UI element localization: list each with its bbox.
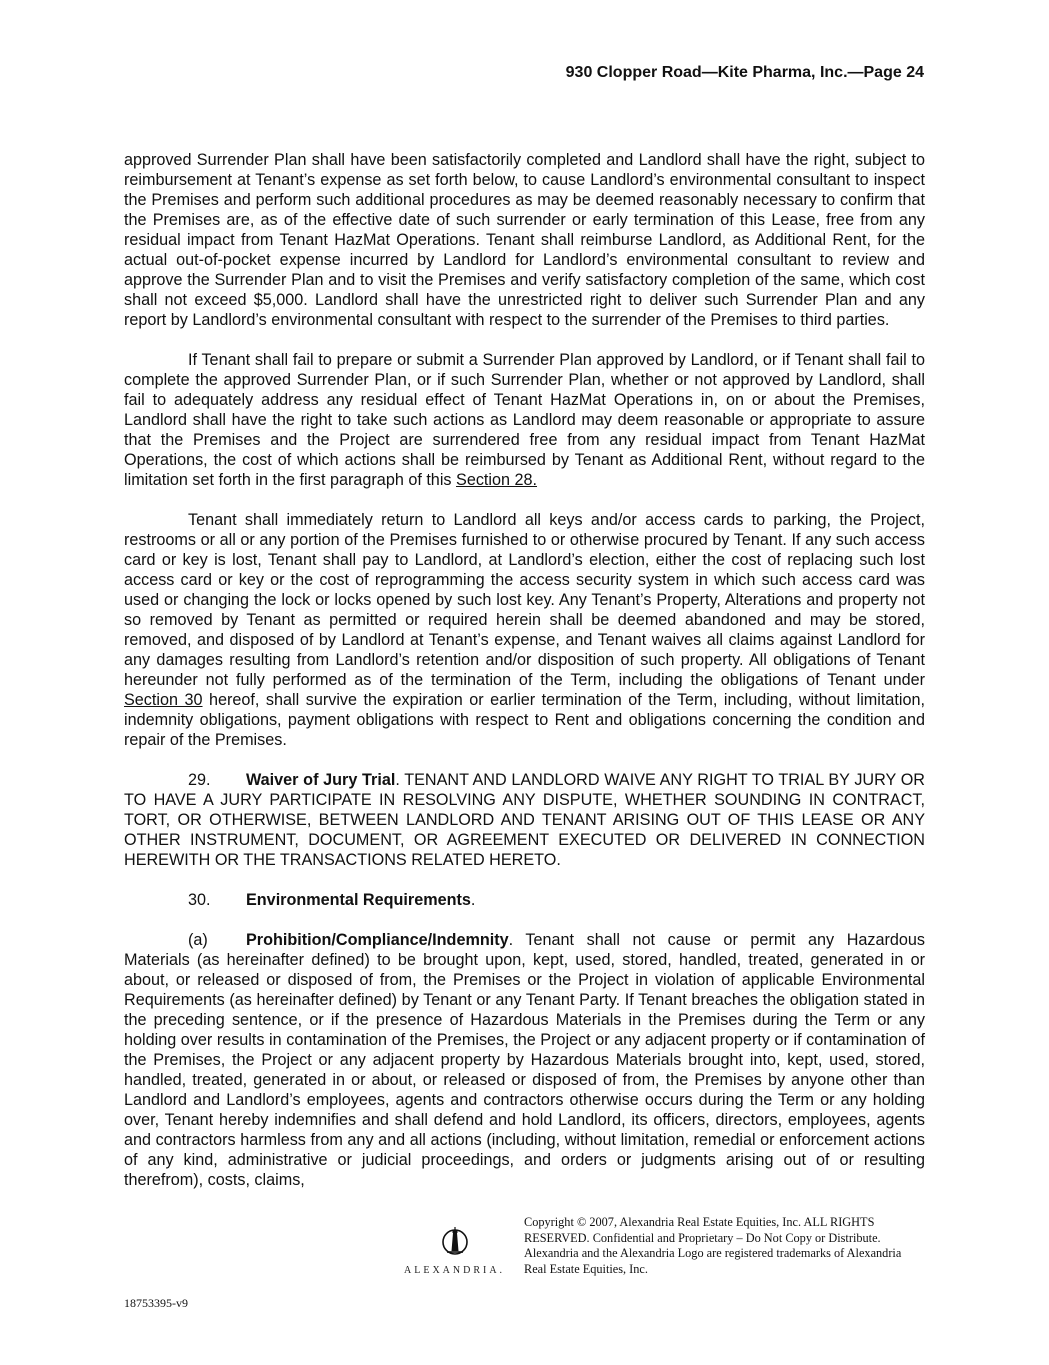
subsection-text: . Tenant shall not cause or permit any Hazardous Materials (as hereinafter defined) to be brought upon, kept, used, stored, handled, treated, generated in or about, or released or disposed of from, the Premises or the Project in violation of applicable Environmental Requirements (as hereinafter defined) by Tenant or any Tenant Party. If Tenant breaches the obligation stated in the preceding sentence, or if the presence of Hazardous Materials in the Premises during the Term or any holding over results in contamination of the Premises, the Project or any adjacent property or if contamination of the Premises, the Project or any adjacent property by Hazardous Materials brought into, kept, used, stored, handled, treated, generated in or about, or released or disposed of from, the Premises by anyone other than Landlord and Landlord’s employees, agents and contractors otherwise occurs during the Term or any holding over, Tenant hereby indemnifies and shall defend and hold Landlord, its officers, directors, employees, agents and contractors harmless from any and all actions (including, without limitation, remedial or enforcement actions of any kind, administrative or judicial proceedings, and orders or judgments arising out of or resulting therefrom), costs, claims, bbox=[124, 931, 925, 1189]
section-title: Waiver of Jury Trial bbox=[246, 771, 396, 789]
paragraph-surrender-failure bbox=[124, 350, 925, 490]
section-30-heading bbox=[124, 890, 925, 910]
paragraph-text: Tenant shall immediately return to Landlord all keys and/or access cards to parking, the Project, restrooms or all or any portion of the Premises furnished to or otherwise procured by Tenant. If any such access card or key is lost, Tenant shall pay to Landlord, at Landlord’s election, either the cost of replacing such lost access card or key or the cost of reprogramming the access security system in which such access card was used or changing the lock or locks opened by such lost key. Any Tenant’s Property, Alterations and property not so removed by Tenant as permitted or required herein shall be deemed abandoned and may be stored, removed, and disposed of by Landlord at Tenant’s expense, and Tenant waives all claims against Landlord for any damages resulting from Landlord’s retention and/or disposition of such property. All obligations of Tenant hereunder not fully performed as of the termination of the Term, including the obligations of Tenant under bbox=[124, 511, 925, 689]
section-punctuation: . bbox=[470, 891, 476, 909]
paragraph-keys-return bbox=[124, 510, 925, 750]
page-footer bbox=[404, 1215, 924, 1285]
paragraph-text: If Tenant shall fail to prepare or submit a Surrender Plan approved by Landlord, or if Tenant shall fail to complete the approved Surrender Plan, or if such Surrender Plan, whether or not approved by Landlord, shall fail to adequately address any residual effect of Tenant HazMat Operations in, on or about the Premises, Landlord shall have the right to take such actions as Landlord may deem reasonable or appropriate to assure that the Premises and the Project are surrendered free from any residual impact from Tenant HazMat Operations, the cost of which actions shall be reimbursed by Tenant as Additional Rent, without regard to the limitation set forth in the first paragraph of this bbox=[124, 351, 925, 489]
paragraph-text: hereof, shall survive the expiration or earlier termination of the Term, including, without limitation, indemnity obligations, payment obligations with respect to Rent and obligations concerning the condition and repair of the Premises. bbox=[124, 691, 925, 749]
section-number: 29. bbox=[188, 771, 211, 789]
document-id: 18753395-v9 bbox=[124, 1296, 188, 1310]
paragraph-surrender-plan: approved Surrender Plan shall have been satisfactorily completed and Landlord shall have the right, subject to reimbursement at Tenant’s expense as set forth below, to cause Landlord’s environmental consultant to inspect the Premises and perform such additional procedures as may be deemed reasonably necessary to confirm that the Premises are, as of the effective date of such surrender or early termination of this Lease, free from any residual impact from Tenant HazMat Operations. Tenant shall reimburse Landlord, as Additional Rent, for the actual out-of-pocket expense incurred by Landlord for Landlord’s environmental consultant to review and approve the Surrender Plan and to visit the Premises and verify satisfactory completion of the same, which cost shall not exceed $5,000. Landlord shall have the unrestricted right to deliver such Surrender Plan and any report by Landlord’s environmental consultant with respect to the surrender of the Premises to third parties. bbox=[124, 151, 925, 329]
alexandria-logo bbox=[404, 1215, 524, 1285]
page-header: 930 Clopper Road—Kite Pharma, Inc.—Page 24 bbox=[565, 64, 924, 81]
section-28-reference: Section 28. bbox=[456, 471, 538, 489]
subsection-title: Prohibition/Compliance/Indemnity bbox=[246, 931, 509, 949]
section-text: . TENANT AND LANDLORD WAIVE ANY RIGHT TO TRIAL BY JURY OR TO HAVE A JURY PARTICIPATE IN RESOLVING ANY DISPUTE, WHETHER SOUNDING IN CONTRACT, TORT, OR OTHERWISE, BETWEEN LANDLORD AND TENANT ARISING OUT OF THIS LEASE OR ANY OTHER INSTRUMENT, DOCUMENT, OR AGREEMENT EXECUTED OR DELIVERED IN CONNECTION HEREWITH OR THE TRANSACTIONS RELATED HERETO. bbox=[124, 771, 925, 869]
section-title: Environmental Requirements bbox=[246, 891, 471, 909]
section-30-reference: Section 30 bbox=[124, 691, 203, 709]
subsection-a-indemnity bbox=[124, 930, 925, 1190]
copyright-notice: Copyright © 2007, Alexandria Real Estate Equities, Inc. ALL RIGHTS RESERVED. Confidential and Proprietary – Do Not Copy or Distribute. Alexandria and the Alexandria Logo are registered trademarks of Alexandria Real Estate Equities, Inc. bbox=[524, 1215, 902, 1276]
document-body bbox=[124, 150, 925, 1210]
logo-wordmark: ALEXANDRIA. bbox=[404, 1265, 506, 1276]
lighthouse-icon bbox=[440, 1225, 470, 1259]
section-number: 30. bbox=[188, 891, 211, 909]
section-29-jury-waiver bbox=[124, 770, 925, 870]
subsection-label: (a) bbox=[188, 931, 208, 949]
